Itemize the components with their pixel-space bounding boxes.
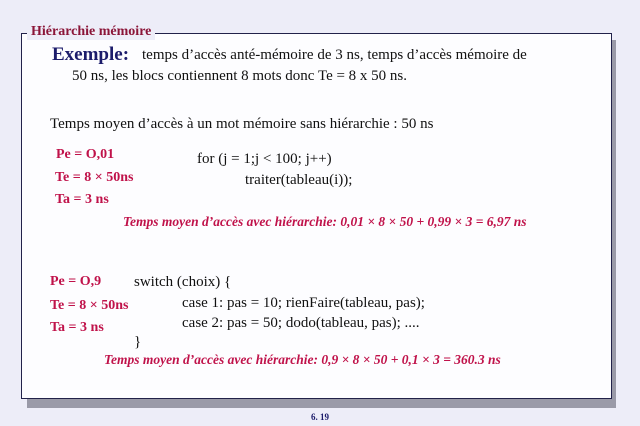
case2-pe: Pe = O,9 — [50, 274, 102, 289]
example-text-line1: temps d’accès anté-mémoire de 3 ns, temps d’accès mémoire de — [142, 47, 527, 63]
case1-ta: Ta = 3 ns — [55, 192, 109, 207]
case2-code-line3: case 2: pas = 50; dodo(tableau, pas); .... — [182, 315, 420, 331]
case1-code-line1: for (j = 1;j < 100; j++) — [197, 151, 332, 167]
case1-pe: Pe = O,01 — [56, 147, 115, 162]
case2-code-line4: } — [134, 334, 142, 350]
case1-code-line2: traiter(tableau(i)); — [245, 172, 353, 188]
case2-te: Te = 8 × 50ns — [50, 298, 129, 313]
example-label: Exemple: — [52, 44, 130, 65]
page-number: 6. 19 — [311, 412, 329, 422]
example-text-line2: 50 ns, les blocs contiennent 8 mots donc Te = 8 x 50 ns. — [72, 68, 408, 84]
slide-title: Hiérarchie mémoire — [27, 24, 155, 40]
case2-ta: Ta = 3 ns — [50, 320, 104, 335]
case2-code-line2: case 1: pas = 10; rienFaire(tableau, pas); — [182, 295, 425, 311]
case2-result: Temps moyen d’accès avec hiérarchie: 0,9 × 8 × 50 + 0,1 × 3 = 360.3 ns — [104, 352, 501, 367]
case1-te: Te = 8 × 50ns — [55, 170, 134, 185]
case2-code-line1: switch (choix) { — [134, 274, 232, 290]
no-hierarchy-time: Temps moyen d’accès à un mot mémoire sans hiérarchie : 50 ns — [50, 116, 434, 132]
case1-result: Temps moyen d’accès avec hiérarchie: 0,01 × 8 × 50 + 0,99 × 3 = 6,97 ns — [123, 214, 527, 229]
